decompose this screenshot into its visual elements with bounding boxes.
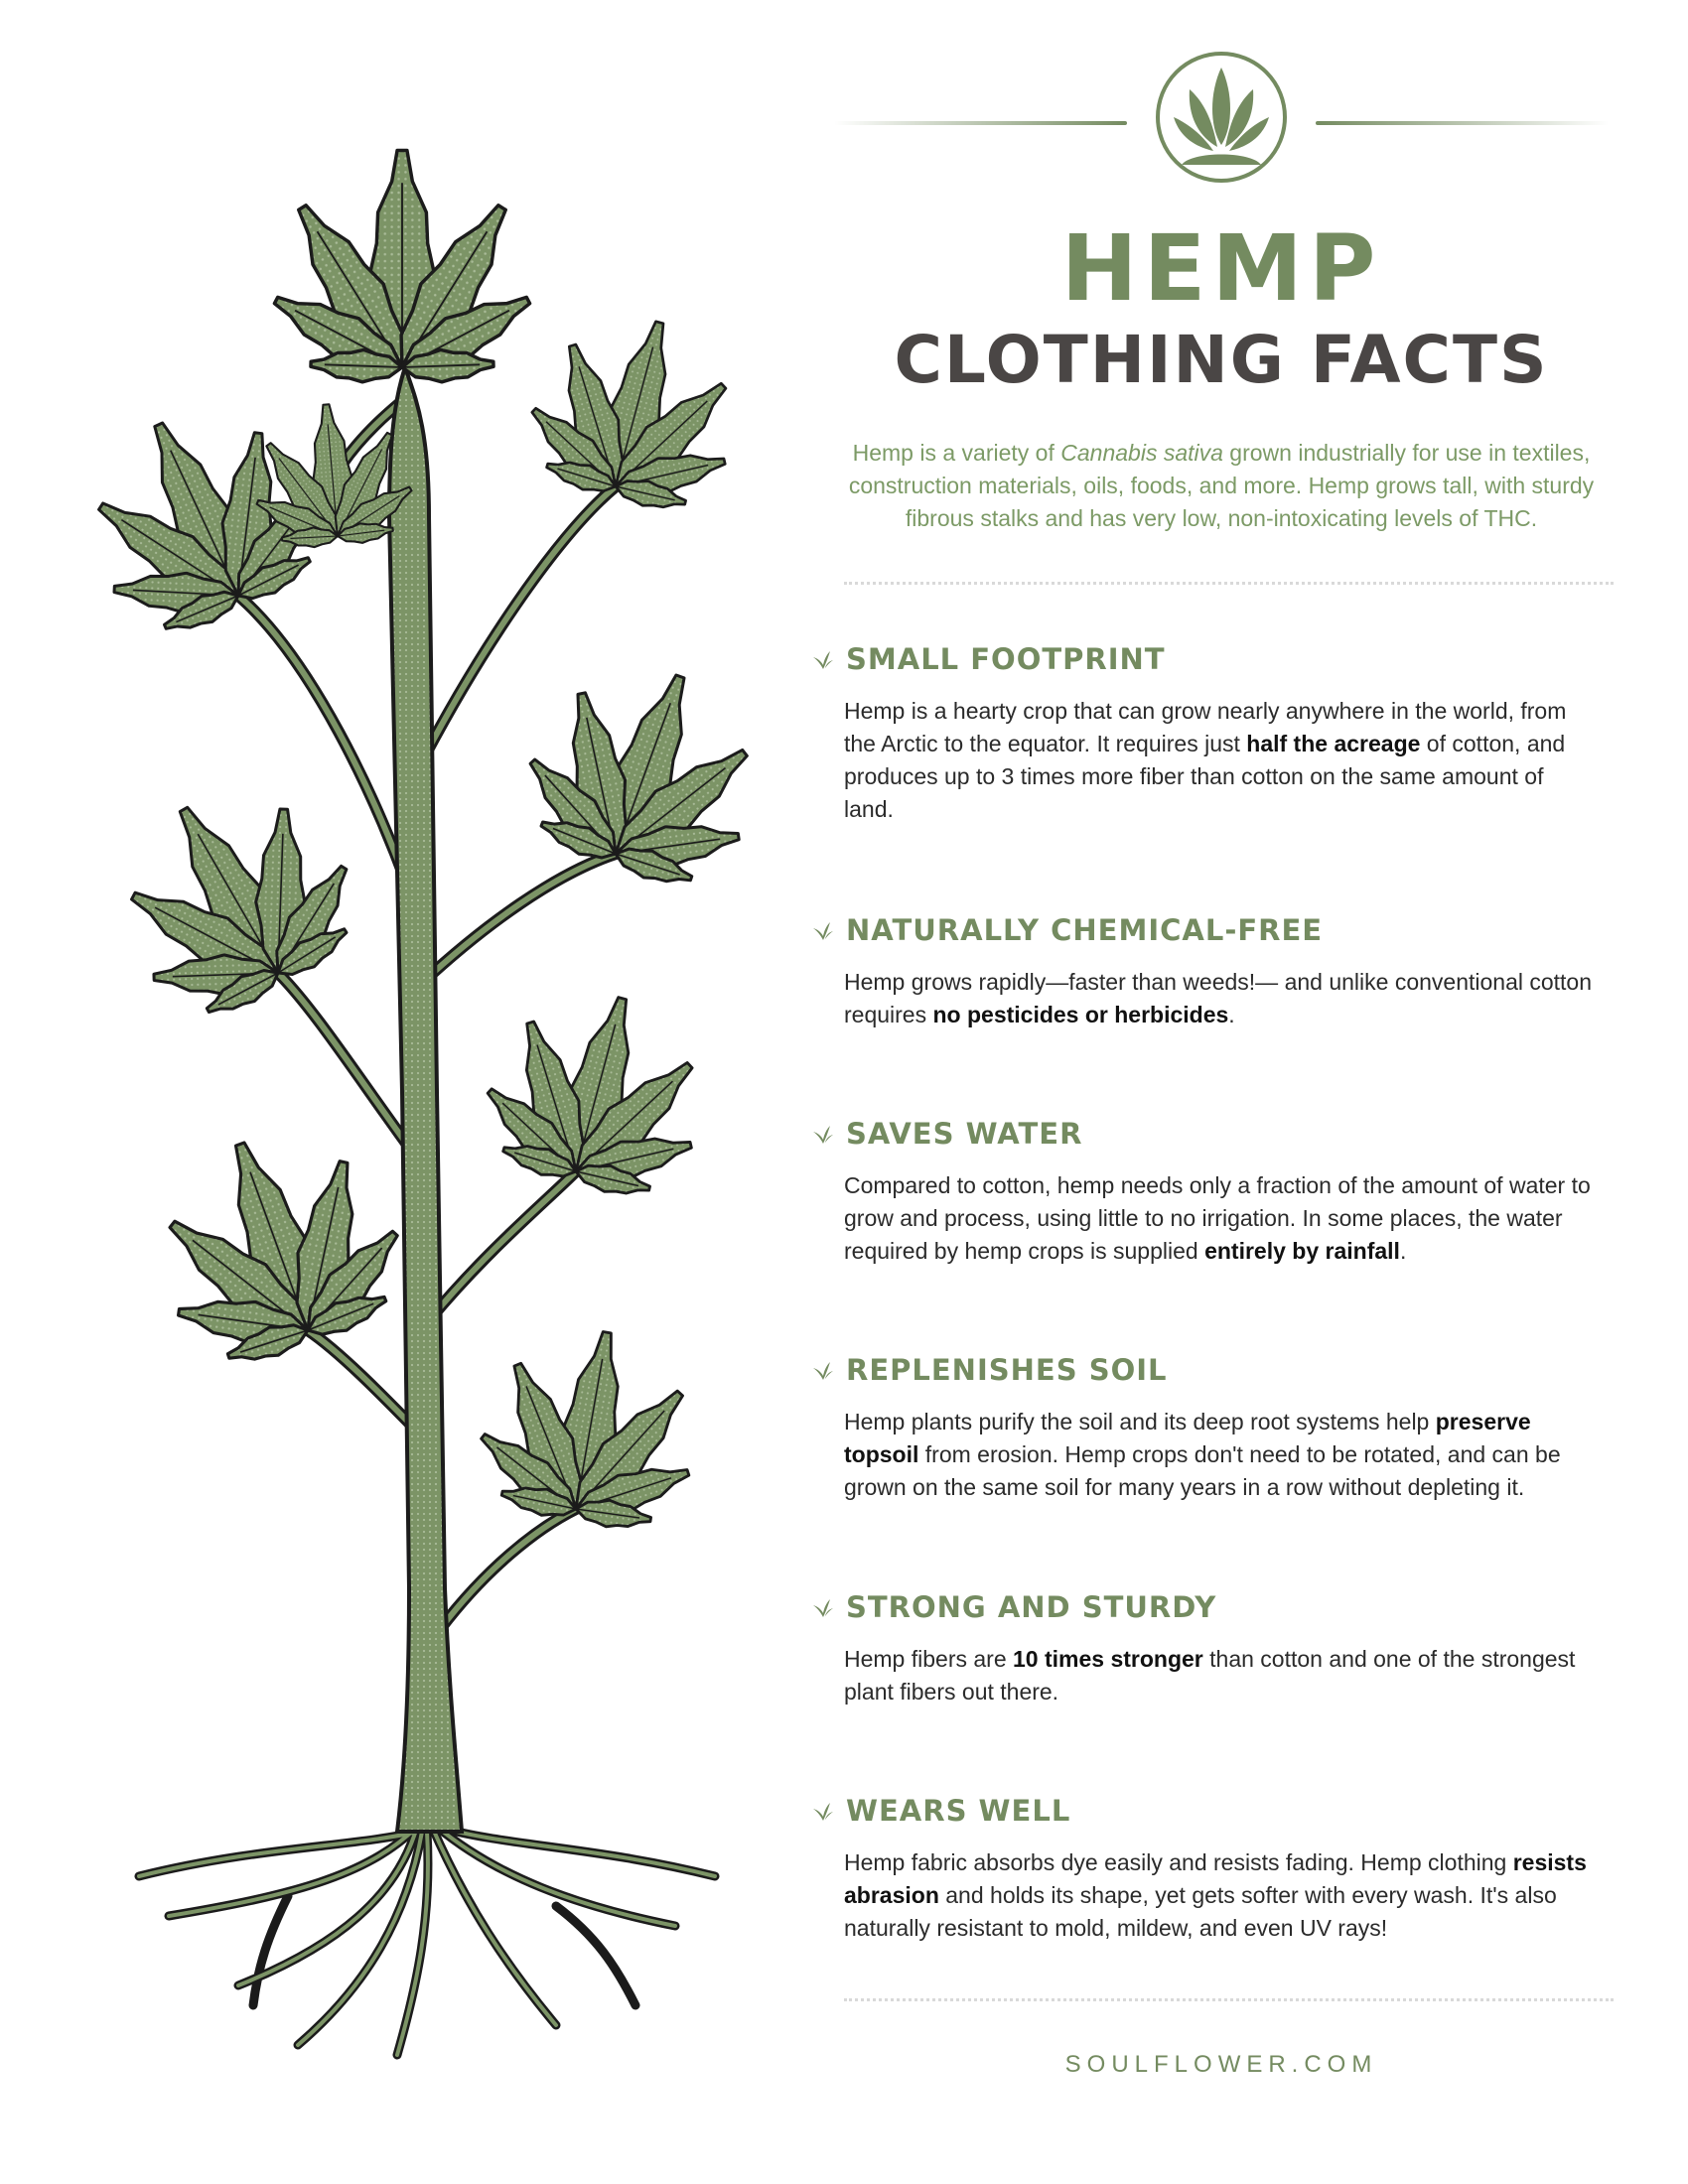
header-logo <box>824 48 1618 206</box>
logo-rule-right <box>1316 121 1609 125</box>
divider-top <box>844 582 1614 585</box>
fact-body-chemical-free: Hemp grows rapidly—faster than weeds!— and unlike conventional cotton requires no pesticides or herbicides. <box>844 969 1593 1027</box>
fact-title-chemical-free: NATURALLY CHEMICAL-FREE <box>812 916 1607 945</box>
fact-body-strong-and-sturdy: Hemp fibers are 10 times stronger than cotton and one of the strongest plant fibers out there. <box>844 1646 1576 1705</box>
sprout-icon <box>812 649 834 671</box>
intro-italic: Cannabis sativa <box>1060 440 1223 466</box>
logo-rule-left <box>834 121 1127 125</box>
fact-title-strong-and-sturdy: STRONG AND STURDY <box>812 1593 1607 1622</box>
footer-site-link[interactable]: SOULFLOWER.COM <box>1064 2051 1378 2078</box>
hemp-plant-illustration <box>40 99 794 2085</box>
fact-body-wears-well: Hemp fabric absorbs dye easily and resists fading. Hemp clothing resists abrasion and holds its shape, yet gets softer with every wash. It's also naturally resistant to mold, mildew, and even UV rays! <box>844 1849 1587 1941</box>
fact-title-saves-water: SAVES WATER <box>812 1120 1607 1149</box>
hemp-leaf-sunrise-icon <box>1152 48 1291 187</box>
sprout-icon <box>812 1360 834 1382</box>
fact-body-replenishes-soil: Hemp plants purify the soil and its deep root systems help preserve topsoil from erosion. Hemp crops don't need to be rotated, and can be grown on the same soil for many years in a row without depleting it. <box>844 1409 1561 1500</box>
sprout-icon <box>812 1801 834 1823</box>
sprout-icon <box>812 920 834 942</box>
fact-body-saves-water: Compared to cotton, hemp needs only a fraction of the amount of water to grow and process, using little to no irrigation. In some places, the water required by hemp crops is supplied entirely by rainfall. <box>844 1172 1591 1264</box>
sprout-icon <box>812 1597 834 1619</box>
divider-bottom <box>844 1998 1614 2001</box>
page-title: HEMP <box>1060 215 1382 322</box>
fact-title-replenishes-soil: REPLENISHES SOIL <box>812 1356 1607 1385</box>
sprout-icon <box>812 1124 834 1146</box>
fact-body-small-footprint: Hemp is a hearty crop that can grow nearly anywhere in the world, from the Arctic to the equator. It requires just half the acreage of cotton, and produces up to 3 times more fiber than cotton on the same amount of land. <box>844 698 1567 822</box>
fact-title-wears-well: WEARS WELL <box>812 1797 1607 1826</box>
intro-paragraph: Hemp is a variety of Cannabis sativa grown industrially for use in textiles, construction materials, oils, foods, and more. Hemp grows tall, with sturdy fibrous stalks and has very low, non-intoxicating levels of THC. <box>848 440 1595 531</box>
fact-title-small-footprint: SMALL FOOTPRINT <box>812 645 1607 674</box>
page-subtitle: CLOTHING FACTS <box>894 322 1549 398</box>
